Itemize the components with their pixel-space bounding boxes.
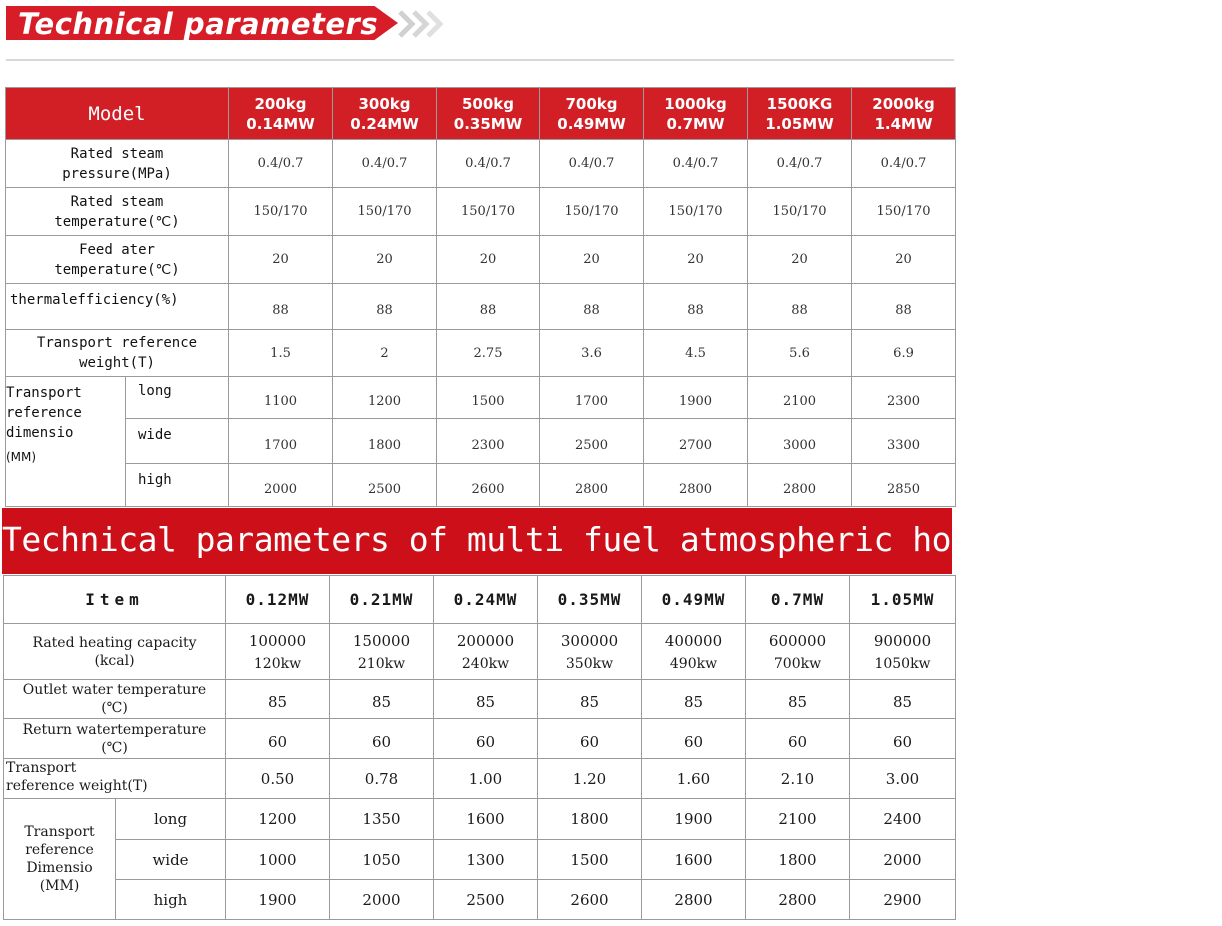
model-header-cell: 0.35MW — [538, 576, 642, 624]
section-title-bar — [2, 508, 1222, 574]
sub-row-label: wide — [126, 419, 229, 464]
table-cell: 2.75 — [437, 330, 540, 377]
table-cell: 88 — [852, 284, 956, 330]
sub-row-label: long — [126, 377, 229, 419]
table-cell: 150/170 — [644, 188, 748, 236]
table-cell: 1800 — [333, 419, 437, 464]
table-cell: 3300 — [852, 419, 956, 464]
table-cell: 2900 — [850, 880, 956, 920]
table-cell: 0.4/0.7 — [644, 140, 748, 188]
table-cell: 88 — [333, 284, 437, 330]
table-cell: 2000 — [850, 840, 956, 880]
table-cell: 1.00 — [434, 759, 538, 799]
row-label: Transport reference weight(T) — [6, 330, 229, 377]
table-cell: 1700 — [540, 377, 644, 419]
table-cell: 150/170 — [437, 188, 540, 236]
table-cell: 88 — [644, 284, 748, 330]
table-cell: 150/170 — [748, 188, 852, 236]
table-cell: 85 — [226, 680, 330, 719]
model-header-cell: 1500KG 1.05MW — [748, 88, 852, 140]
table-cell: 2500 — [333, 464, 437, 507]
table-cell: 85 — [850, 680, 956, 719]
row-label: thermalefficiency(%) — [6, 284, 229, 330]
table-cell: 200000 240kw — [434, 624, 538, 680]
model-header-cell: 0.7MW — [746, 576, 850, 624]
table-cell: 2850 — [852, 464, 956, 507]
table-cell: 6.9 — [852, 330, 956, 377]
table-cell: 100000 120kw — [226, 624, 330, 680]
table-row — [6, 377, 956, 419]
row-label: Rated steam temperature(℃) — [6, 188, 229, 236]
table-cell: 2800 — [642, 880, 746, 920]
table-cell: 1900 — [642, 799, 746, 840]
table-cell: 85 — [330, 680, 434, 719]
table-cell: 85 — [434, 680, 538, 719]
row-label: Feed ater temperature(℃) — [6, 236, 229, 284]
table-cell: 1.20 — [538, 759, 642, 799]
model-header-cell: 0.49MW — [642, 576, 746, 624]
page-title: Technical parameters — [18, 7, 379, 41]
table-cell: 300000 350kw — [538, 624, 642, 680]
table-cell: 2800 — [748, 464, 852, 507]
table-cell: 2600 — [538, 880, 642, 920]
model-header-cell: 0.24MW — [434, 576, 538, 624]
model-header-cell: 1.05MW — [850, 576, 956, 624]
divider — [6, 59, 954, 61]
table-cell: 0.4/0.7 — [229, 140, 333, 188]
table-row — [6, 140, 956, 188]
sub-row-label: high — [126, 464, 229, 507]
table-cell: 0.4/0.7 — [333, 140, 437, 188]
item-header: Item — [4, 576, 226, 624]
table-cell: 5.6 — [748, 330, 852, 377]
table-cell: 60 — [746, 719, 850, 759]
table-row — [6, 330, 956, 377]
table-cell: 3.00 — [850, 759, 956, 799]
dimension-group-label: Transport reference Dimensio (MM) — [4, 799, 116, 920]
table-cell: 20 — [748, 236, 852, 284]
table-cell: 2700 — [644, 419, 748, 464]
table-cell: 4.5 — [644, 330, 748, 377]
table-cell: 88 — [229, 284, 333, 330]
table-cell: 1300 — [434, 840, 538, 880]
table-cell: 85 — [746, 680, 850, 719]
sub-row-label: high — [116, 880, 226, 920]
row-label: Transport reference weight(T) — [4, 759, 226, 799]
table-cell: 60 — [850, 719, 956, 759]
table-row — [6, 419, 956, 464]
table-cell: 2400 — [850, 799, 956, 840]
table-cell: 600000 700kw — [746, 624, 850, 680]
table-cell: 60 — [538, 719, 642, 759]
table-cell: 400000 490kw — [642, 624, 746, 680]
table-cell: 20 — [852, 236, 956, 284]
table-cell: 2 — [333, 330, 437, 377]
table-cell: 1800 — [746, 840, 850, 880]
table-cell: 20 — [229, 236, 333, 284]
table-cell: 150/170 — [229, 188, 333, 236]
table-cell: 1350 — [330, 799, 434, 840]
table-cell: 88 — [748, 284, 852, 330]
table-header-row — [6, 88, 956, 140]
table-cell: 150/170 — [333, 188, 437, 236]
hot-water-boiler-parameters-table — [3, 575, 956, 920]
table-cell: 2800 — [644, 464, 748, 507]
model-header: Model — [6, 88, 229, 140]
table-cell: 150000 210kw — [330, 624, 434, 680]
table-cell: 3.6 — [540, 330, 644, 377]
table-cell: 2800 — [540, 464, 644, 507]
table-cell: 1500 — [437, 377, 540, 419]
table-cell: 2300 — [437, 419, 540, 464]
table-cell: 2000 — [330, 880, 434, 920]
table-cell: 1900 — [226, 880, 330, 920]
model-header-cell: 300kg 0.24MW — [333, 88, 437, 140]
model-header-cell: 1000kg 0.7MW — [644, 88, 748, 140]
table-header-row — [4, 576, 956, 624]
table-cell: 2100 — [748, 377, 852, 419]
table-row — [6, 188, 956, 236]
table-cell: 0.50 — [226, 759, 330, 799]
table-cell: 0.78 — [330, 759, 434, 799]
table-cell: 900000 1050kw — [850, 624, 956, 680]
table-cell: 1600 — [434, 799, 538, 840]
table-row — [4, 759, 956, 799]
table-row — [4, 719, 956, 759]
table-cell: 2500 — [434, 880, 538, 920]
table-cell: 2300 — [852, 377, 956, 419]
table-row — [6, 236, 956, 284]
dimension-group-label: Transport reference dimensio (MM) — [6, 377, 126, 507]
table-cell: 60 — [434, 719, 538, 759]
table-cell: 60 — [642, 719, 746, 759]
sub-row-label: wide — [116, 840, 226, 880]
steam-boiler-parameters-table — [5, 87, 956, 507]
table-cell: 20 — [540, 236, 644, 284]
table-cell: 85 — [538, 680, 642, 719]
table-cell: 1200 — [333, 377, 437, 419]
table-cell: 2800 — [746, 880, 850, 920]
table-cell: 20 — [333, 236, 437, 284]
table-cell: 88 — [540, 284, 644, 330]
sub-row-label: long — [116, 799, 226, 840]
table-cell: 1600 — [642, 840, 746, 880]
table-row — [4, 680, 956, 719]
table-cell: 0.4/0.7 — [540, 140, 644, 188]
table-row — [4, 624, 956, 680]
table-cell: 1000 — [226, 840, 330, 880]
table-cell: 1050 — [330, 840, 434, 880]
table-cell: 1.5 — [229, 330, 333, 377]
model-header-cell: 2000kg 1.4MW — [852, 88, 956, 140]
model-header-cell: 0.21MW — [330, 576, 434, 624]
table-cell: 0.4/0.7 — [748, 140, 852, 188]
table-row — [6, 284, 956, 330]
table-row — [4, 840, 956, 880]
table-cell: 2500 — [540, 419, 644, 464]
table-cell: 3000 — [748, 419, 852, 464]
section-title: Technical parameters of multi fuel atmospheric hot water boiler — [2, 520, 1222, 559]
row-label: Outlet water temperature (℃) — [4, 680, 226, 719]
table-cell: 88 — [437, 284, 540, 330]
table-cell: 1700 — [229, 419, 333, 464]
table-cell: 0.4/0.7 — [852, 140, 956, 188]
table-cell: 2000 — [229, 464, 333, 507]
table-cell: 1.60 — [642, 759, 746, 799]
table-cell: 20 — [644, 236, 748, 284]
table-cell: 60 — [226, 719, 330, 759]
chevron-right-icon — [398, 9, 442, 43]
table-cell: 20 — [437, 236, 540, 284]
model-header-cell: 500kg 0.35MW — [437, 88, 540, 140]
model-header-cell: 700kg 0.49MW — [540, 88, 644, 140]
table-cell: 1200 — [226, 799, 330, 840]
model-header-cell: 0.12MW — [226, 576, 330, 624]
table-cell: 60 — [330, 719, 434, 759]
table-cell: 0.4/0.7 — [437, 140, 540, 188]
model-header-cell: 200kg 0.14MW — [229, 88, 333, 140]
table-cell: 2100 — [746, 799, 850, 840]
table-cell: 150/170 — [540, 188, 644, 236]
table-row — [4, 880, 956, 920]
table-row — [4, 799, 956, 840]
table-cell: 1900 — [644, 377, 748, 419]
table-cell: 2.10 — [746, 759, 850, 799]
table-cell: 1500 — [538, 840, 642, 880]
table-cell: 85 — [642, 680, 746, 719]
table-cell: 2600 — [437, 464, 540, 507]
table-row — [6, 464, 956, 507]
table-cell: 1800 — [538, 799, 642, 840]
row-label: Rated heating capacity (kcal) — [4, 624, 226, 680]
row-label: Return watertemperature (℃) — [4, 719, 226, 759]
table-cell: 150/170 — [852, 188, 956, 236]
row-label: Rated steam pressure(MPa) — [6, 140, 229, 188]
table-cell: 1100 — [229, 377, 333, 419]
